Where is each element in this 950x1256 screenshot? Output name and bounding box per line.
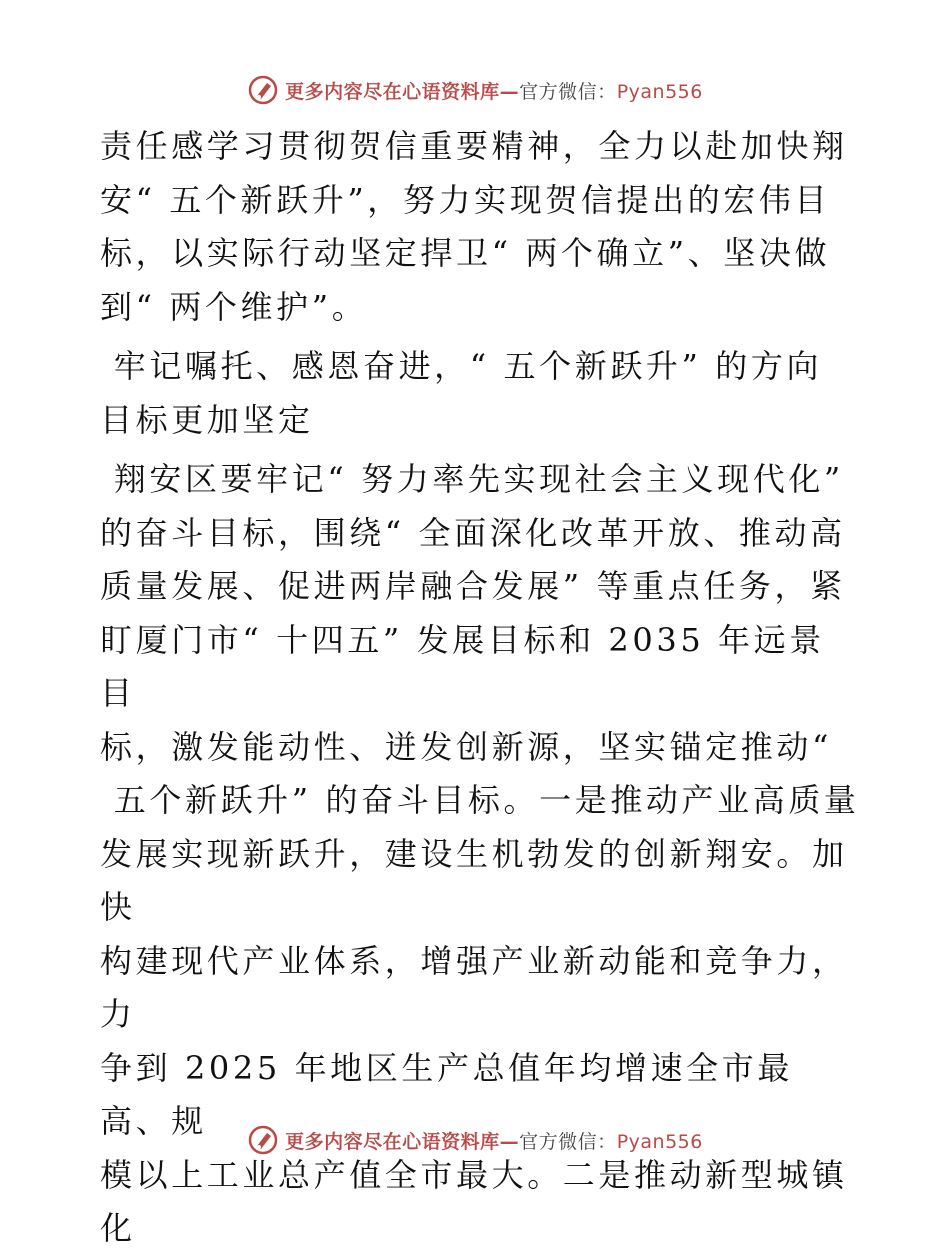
header-official-label: 官方微信： — [519, 80, 617, 103]
document-body — [100, 120, 860, 1256]
header-separator: — — [499, 80, 520, 103]
header-banner-text — [285, 77, 703, 104]
footer-separator: — — [499, 1130, 520, 1153]
footer-site-text: 更多内容尽在心语资料库 — [285, 1130, 500, 1153]
footer-banner-text — [285, 1127, 703, 1154]
text-line: 的奋斗目标，围绕“ 全面深化改革开放、推动高 — [100, 513, 846, 552]
header-wechat-id: Pyan556 — [616, 80, 703, 103]
text-line: 争到 2025 年地区生产总值年均增速全市最高、规 — [100, 1048, 793, 1140]
text-line: 责任感学习贯彻贺信重要精神，全力以赴加快翔 — [100, 127, 848, 165]
pen-nib-icon — [247, 1124, 279, 1156]
pen-nib-icon — [247, 74, 279, 106]
text-line: 构建现代产业体系，增强产业新动能和竞争力，力 — [100, 941, 848, 1033]
text-line: 质量发展、促进两岸融合发展” 等重点任务，紧 — [100, 567, 846, 605]
header-watermark-banner — [0, 70, 950, 110]
footer-official-label: 官方微信： — [519, 1130, 617, 1153]
text-line: 安“ 五个新跃升”，努力实现贺信提出的宏伟目 — [100, 180, 831, 219]
text-line: 盯厦门市“ 十四五” 发展目标和 2035 年远景目 — [100, 620, 825, 712]
text-line: 发展实现新跃升，建设生机勃发的创新翔安。加快 — [100, 834, 848, 926]
footer-wechat-id: Pyan556 — [616, 1130, 703, 1153]
text-line: 到“ 两个维护”。 — [100, 287, 368, 326]
text-line: 目标更加坚定 — [100, 400, 314, 439]
text-line: 标，以实际行动坚定捍卫“ 两个确立”、坚决做 — [100, 234, 831, 272]
footer-watermark-banner — [0, 1120, 950, 1160]
text-line: 翔安区要牢记“ 努力率先实现社会主义现代化” — [100, 460, 844, 498]
section-heading — [100, 340, 860, 447]
text-line: 牢记嘱托、感恩奋进，“ 五个新跃升” 的方向 — [100, 347, 823, 385]
text-line: 五个新跃升” 的奋斗目标。一是推动产业高质量 — [100, 781, 860, 819]
header-site-text: 更多内容尽在心语资料库 — [285, 80, 500, 103]
paragraph-1 — [100, 120, 860, 334]
text-line: 模以上工业总产值全市最大。二是推动新型城镇化 — [100, 1155, 848, 1247]
text-line: 标，激发能动性、迸发创新源，坚实锚定推动“ — [100, 727, 832, 766]
